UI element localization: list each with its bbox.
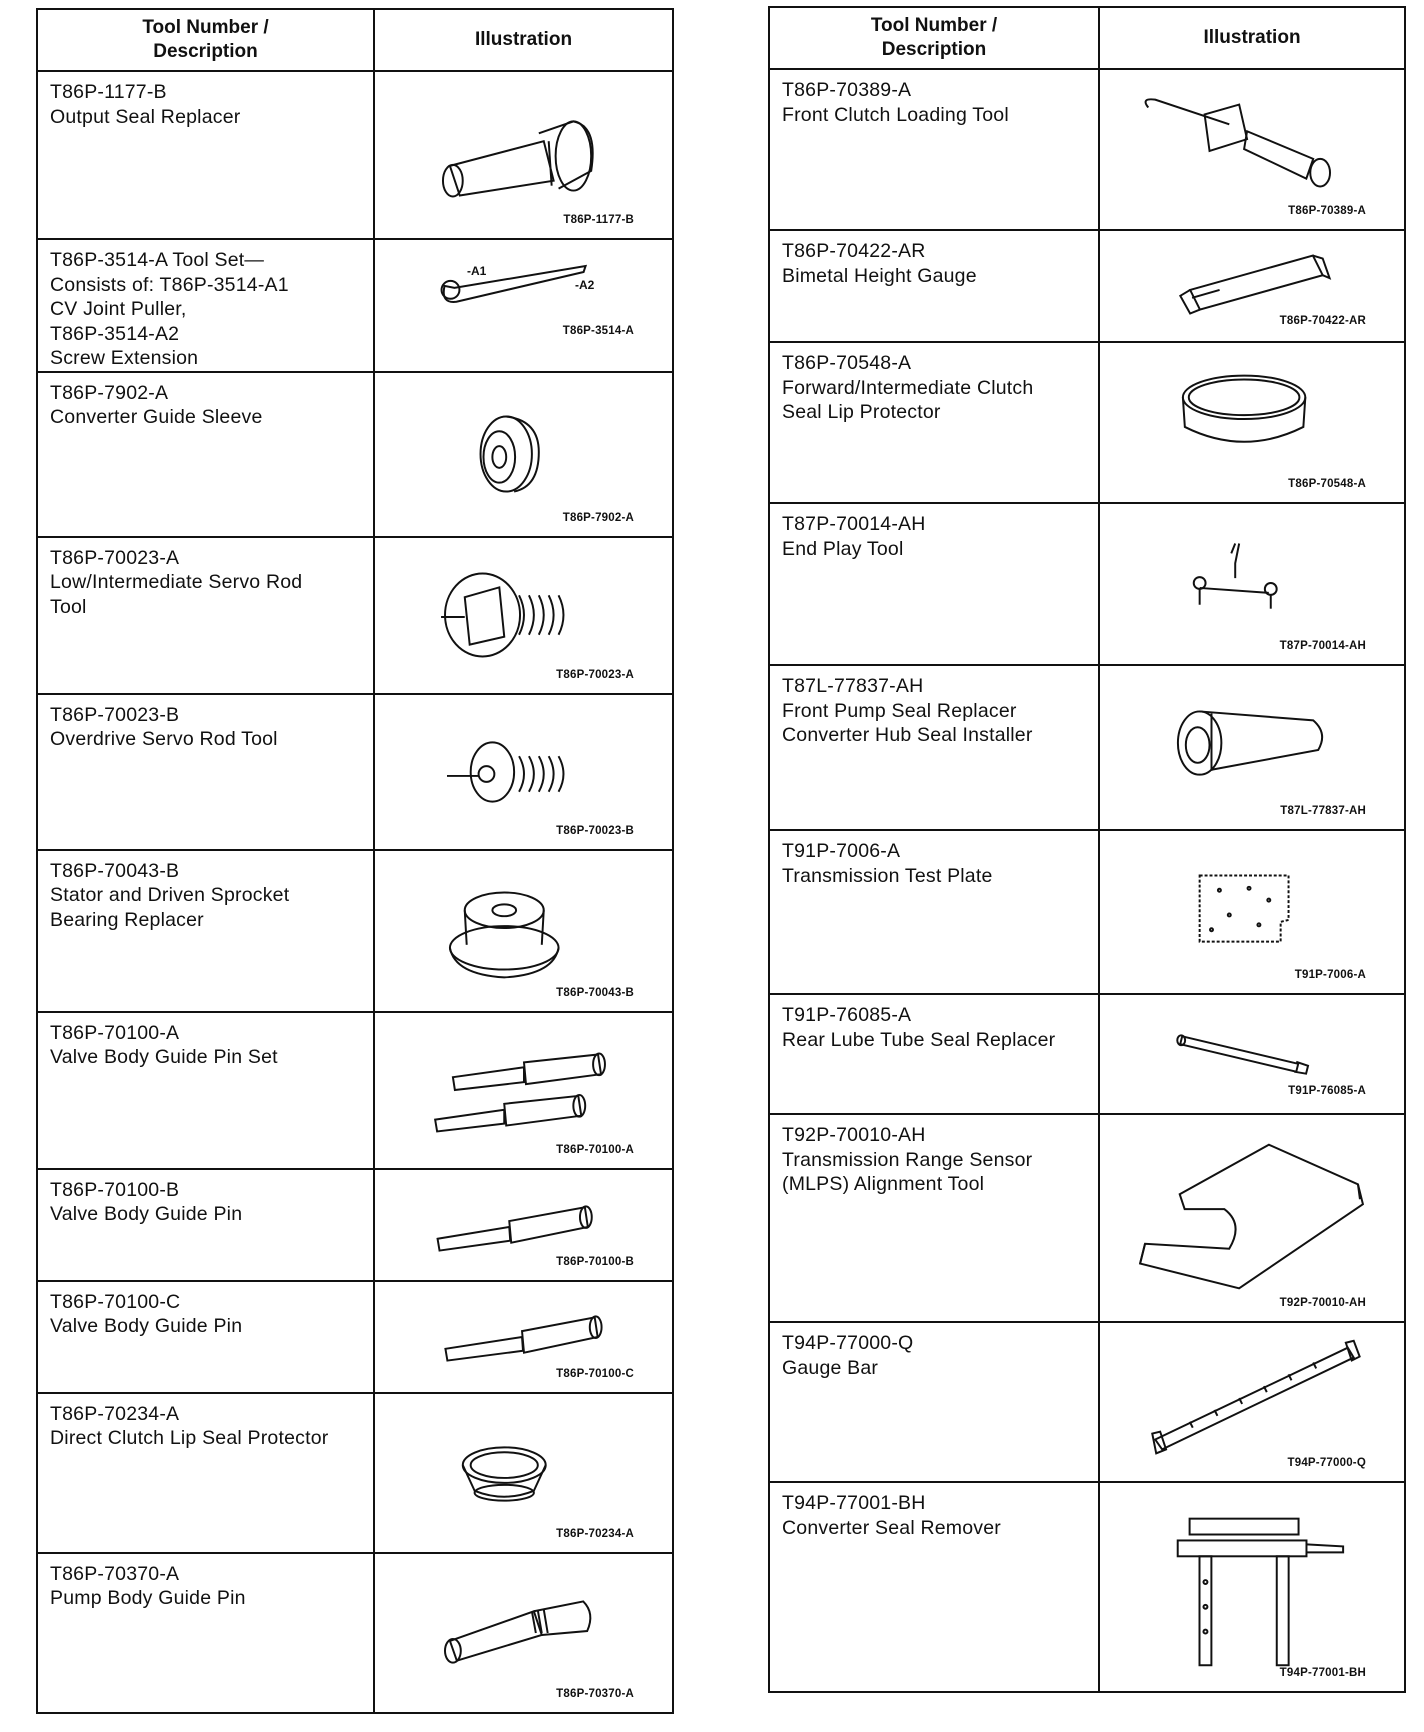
illustration-caption: T86P-70548-A (1288, 478, 1366, 490)
tool-number: T86P-3514-A Tool Set— (50, 249, 265, 271)
illustration-cell (1099, 830, 1405, 994)
tool-description: Forward/Intermediate Clutch (782, 376, 1034, 399)
illustration-caption: T86P-7902-A (562, 511, 634, 524)
illustration-cell (1099, 665, 1405, 830)
illustration-caption: T92P-70010-AH (1279, 1297, 1366, 1309)
illustration-cell (374, 1169, 673, 1281)
tool-description: Converter Guide Sleeve (50, 406, 263, 428)
tool-description: Rear Lube Tube Seal Replacer (782, 1028, 1056, 1051)
illustration-cell (1099, 230, 1405, 342)
tool-description-cell (37, 537, 374, 694)
tool-description: Low/Intermediate Servo Rod (50, 571, 303, 593)
tool-description: Output Seal Replacer (50, 105, 241, 128)
tool-description-cell (769, 1482, 1099, 1692)
tool-description-cell (37, 71, 374, 239)
tool-description-cell (769, 503, 1099, 665)
illustration-caption: T86P-70043-B (556, 986, 634, 999)
tool-description-cell (37, 1393, 374, 1553)
tool-number: T86P-70023-B (50, 703, 180, 726)
tool-description-cell (37, 850, 374, 1012)
illustration-cell (374, 239, 673, 372)
tool-number: T94P-77001-BH (782, 1492, 926, 1514)
tool-description-cell (769, 1114, 1099, 1322)
right-tool-table (768, 6, 1406, 1693)
tool-description: Converter Hub Seal Installer (782, 724, 1033, 746)
tool-description: Direct Clutch Lip Seal Protector (50, 1427, 329, 1449)
tool-description: Transmission Range Sensor (782, 1148, 1033, 1171)
tool-description-cell (769, 994, 1099, 1114)
header-tool-number: Tool Number / Description (37, 9, 374, 71)
illustration-cell (374, 1393, 673, 1553)
illustration-caption: T91P-76085-A (1288, 1085, 1366, 1097)
tool-description-cell (37, 1169, 374, 1281)
tool-number: T87P-70014-AH (782, 513, 926, 535)
tool-number: T91P-76085-A (782, 1004, 912, 1026)
illustration-cell (374, 1553, 673, 1713)
illustration-cell (1099, 69, 1405, 230)
tool-number: T86P-70023-A (50, 546, 180, 569)
illustration-caption: T86P-70023-B (556, 824, 634, 837)
tool-description: Screw Extension (50, 347, 199, 369)
tool-description: Bearing Replacer (50, 908, 204, 931)
tool-description-cell (769, 342, 1099, 503)
tool-description-cell (37, 1281, 374, 1393)
illustration-caption: T86P-70100-B (556, 1255, 634, 1268)
tool-description: CV Joint Puller, (50, 298, 187, 320)
tool-description-cell (769, 230, 1099, 342)
illustration-caption: T87L-77837-AH (1280, 805, 1366, 817)
left-tool-table (36, 8, 674, 1714)
tool-number: T92P-70010-AH (782, 1124, 926, 1146)
illustration-caption: T86P-70422-AR (1279, 315, 1366, 327)
tool-number: T87L-77837-AH (782, 675, 924, 697)
illustration-caption: T86P-70370-A (556, 1687, 634, 1700)
tool-number: T86P-70548-A (782, 352, 912, 374)
tool-description: Consists of: T86P-3514-A1 (50, 273, 289, 296)
illustration-caption: T91P-7006-A (1294, 969, 1366, 981)
tool-number: T86P-1177-B (50, 81, 167, 103)
tool-description-cell (769, 1322, 1099, 1482)
illustration-cell (1099, 503, 1405, 665)
tool-number: T94P-77000-Q (782, 1332, 914, 1354)
illustration-cell (1099, 342, 1405, 503)
tool-description-cell (37, 372, 374, 537)
tool-description: T86P-3514-A2 (50, 322, 180, 345)
tool-description-cell (37, 1012, 374, 1169)
tool-number: T86P-70100-B (50, 1178, 180, 1201)
tool-description-cell (769, 665, 1099, 830)
tool-description: Pump Body Guide Pin (50, 1587, 246, 1609)
tool-number: T86P-70389-A (782, 79, 912, 101)
illustration-caption: T86P-70100-C (556, 1367, 634, 1380)
illustration-cell (374, 537, 673, 694)
illustration-caption: T86P-70234-A (556, 1527, 634, 1540)
illustration-cell (374, 372, 673, 537)
tool-description-cell (37, 694, 374, 850)
tool-number: T86P-7902-A (50, 381, 169, 404)
tool-description: Valve Body Guide Pin (50, 1315, 243, 1337)
tool-description-cell (769, 830, 1099, 994)
seal-remover-icon (1100, 1483, 1404, 1691)
illustration-caption: T86P-1177-B (563, 214, 634, 226)
tool-number: T86P-70043-B (50, 859, 180, 882)
illustration-cell (1099, 1322, 1405, 1482)
illustration-caption: T94P-77000-Q (1287, 1457, 1366, 1469)
illustration-cell (374, 71, 673, 239)
tool-description-cell (769, 69, 1099, 230)
header-illustration: Illustration (1099, 7, 1405, 69)
illustration-caption: T87P-70014-AH (1279, 640, 1366, 652)
header-illustration: Illustration (374, 9, 673, 71)
illustration-cell (374, 850, 673, 1012)
tool-number: T86P-70100-C (50, 1290, 181, 1313)
tool-number: T86P-70370-A (50, 1562, 180, 1585)
tool-number: T86P-70100-A (50, 1021, 180, 1044)
tool-description-cell (37, 1553, 374, 1713)
alignment-plate-icon (1100, 1115, 1404, 1321)
illustration-cell (374, 1281, 673, 1393)
illustration-cell (1099, 994, 1405, 1114)
tool-number: T91P-7006-A (782, 840, 901, 862)
illustration-cell (1099, 1482, 1405, 1692)
illustration-cell (374, 694, 673, 850)
tool-description: Transmission Test Plate (782, 864, 993, 887)
tool-description: Valve Body Guide Pin Set (50, 1046, 278, 1068)
header-tool-number: Tool Number / Description (769, 7, 1099, 69)
cv-joint-puller-icon (375, 240, 672, 371)
tool-description: Stator and Driven Sprocket (50, 884, 290, 906)
illustration-cell (1099, 1114, 1405, 1322)
tool-description: Gauge Bar (782, 1356, 879, 1379)
tool-description: Tool (50, 595, 87, 618)
illustration-caption: T86P-70389-A (1288, 205, 1366, 217)
tool-description: Bimetal Height Gauge (782, 264, 977, 287)
part-label: -A1 (467, 264, 487, 278)
illustration-caption: T86P-70023-A (556, 668, 634, 681)
illustration-caption: T86P-70100-A (556, 1143, 634, 1156)
illustration-cell (374, 1012, 673, 1169)
illustration-caption: T94P-77001-BH (1279, 1667, 1366, 1679)
tool-description: Front Clutch Loading Tool (782, 103, 1009, 126)
tool-description-cell (37, 239, 374, 372)
tool-number: T86P-70422-AR (782, 240, 926, 262)
tool-description: (MLPS) Alignment Tool (782, 1173, 985, 1195)
tool-number: T86P-70234-A (50, 1402, 180, 1425)
tool-description: Valve Body Guide Pin (50, 1203, 243, 1225)
tool-description: Seal Lip Protector (782, 401, 941, 423)
tool-description: Front Pump Seal Replacer (782, 699, 1017, 722)
illustration-caption: T86P-3514-A (562, 324, 634, 337)
tool-description: Overdrive Servo Rod Tool (50, 728, 278, 750)
tool-description: End Play Tool (782, 537, 904, 560)
part-label: -A2 (575, 278, 595, 292)
tool-description: Converter Seal Remover (782, 1516, 1001, 1539)
